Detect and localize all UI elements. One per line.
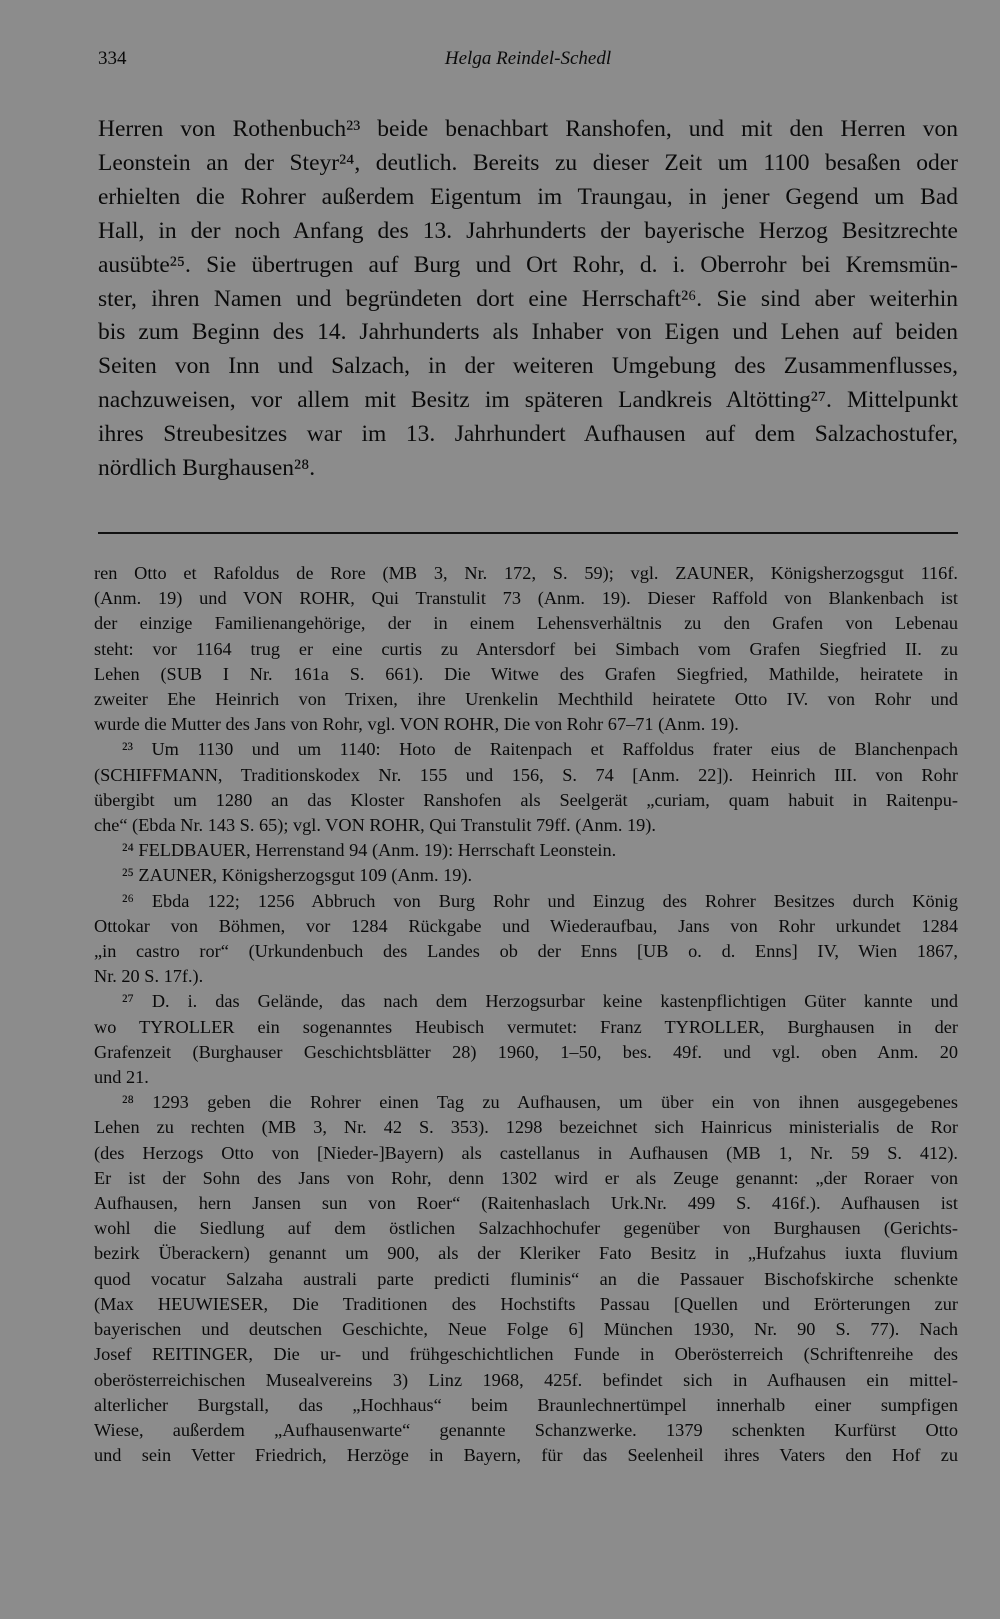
footnote-line: übergibt um 1280 an das Kloster Ranshofen als Seelgerät „curiam, quam habuit in Raitenpu- [94, 789, 958, 810]
footnote-separator [98, 532, 958, 534]
footnote-line: ²³ Um 1130 und um 1140: Hoto de Raitenpach et Raffoldus frater eius de Blanchenpach [122, 739, 958, 760]
running-head-author: Helga Reindel-Schedl [444, 48, 612, 69]
footnote-line: Wiese, außerdem „Aufhausenwarte“ genannte Schanzwerke. 1379 schenkten Kurfürst Otto [94, 1419, 958, 1440]
footnote-line: ²⁵ ZAUNER, Königsherzogsgut 109 (Anm. 19). [122, 865, 473, 886]
footnote-line: Josef REITINGER, Die ur- und frühgeschichtlichen Funde in Oberösterreich (Schriftenreihe des [94, 1344, 958, 1365]
main-text [98, 113, 958, 486]
footnote-line: wurde die Mutter des Jans von Rohr, vgl. VON ROHR, Die von Rohr 67–71 (Anm. 19). [94, 714, 739, 735]
page-number: 334 [98, 48, 127, 69]
footnote-line: bayerischen und deutschen Geschichte, Neue Folge 6] München 1930, Nr. 90 S. 77). Nach [94, 1319, 958, 1340]
footnote-line: Aufhausen, hern Jansen sun von Roer“ (Raitenhaslach Urk.Nr. 499 S. 416f.). Aufhausen ist [94, 1193, 958, 1214]
footnote-line: Grafenzeit (Burghauser Geschichtsblätter 28) 1960, 1–50, bes. 49f. und vgl. oben Anm. 20 [94, 1041, 958, 1062]
footnote-line: ²⁶ Ebda 122; 1256 Abbruch von Burg Rohr und Einzug des Rohrer Besitzes durch König [122, 890, 958, 911]
footnote-line: ²⁸ 1293 geben die Rohrer einen Tag zu Aufhausen, um über ein von ihnen ausgegebenes [122, 1092, 958, 1113]
footnote-line: oberösterreichischen Musealvereins 3) Linz 1968, 425f. befindet sich in Aufhausen ein mittel- [94, 1369, 958, 1390]
main-line: bis zum Beginn des 14. Jahrhunderts als Inhaber von Eigen und Lehen auf beiden [98, 319, 958, 346]
footnote-line: steht: vor 1164 trug er eine curtis zu Antersdorf bei Simbach vom Grafen Siegfried II. zu [94, 638, 958, 659]
main-line: ster, ihren Namen und begründeten dort eine Herrschaft²⁶. Sie sind aber weiterhin [98, 285, 958, 312]
footnote-line: (SCHIFFMANN, Traditionskodex Nr. 155 und 156, S. 74 [Anm. 22]). Heinrich III. von Rohr [94, 764, 958, 785]
footnote-line: wo TYROLLER ein sogenanntes Heubisch vermutet: Franz TYROLLER, Burghausen in der [94, 1016, 958, 1037]
main-line: erhielten die Rohrer außerdem Eigentum im Traungau, in jener Gegend um Bad [98, 183, 958, 210]
footnote-line: ²⁷ D. i. das Gelände, das nach dem Herzogsurbar keine kastenpflichtigen Güter kannte und [122, 991, 958, 1012]
footnote-line: ren Otto et Rafoldus de Rore (MB 3, Nr. 172, S. 59); vgl. ZAUNER, Königsherzogsgut 116f. [94, 563, 958, 583]
main-line: Hall, in der noch Anfang des 13. Jahrhunderts der bayerische Herzog Besitzrechte [98, 217, 958, 244]
footnote-line: (Max HEUWIESER, Die Traditionen des Hochstifts Passau [Quellen und Erörterungen zur [94, 1293, 958, 1314]
footnote-line: alterlicher Burgstall, das „Hochhaus“ beim Braunlechnertümpel innerhalb einer sumpfigen [94, 1394, 958, 1415]
footnote-line: bezirk Überackern) genannt um 900, als der Kleriker Fato Besitz in „Hufzahus iuxta fluvium [94, 1243, 958, 1264]
main-line: Seiten von Inn und Salzach, in der weiteren Umgebung des Zusammenflusses, [98, 353, 958, 380]
footnote-line: und sein Vetter Friedrich, Herzöge in Bayern, für das Seelenheil ihres Vaters den Hof zu [94, 1445, 958, 1466]
main-line: ausübte²⁵. Sie übertrugen auf Burg und Ort Rohr, d. i. Oberrohr bei Kremsmün- [98, 251, 958, 278]
footnotes [94, 561, 958, 1468]
footnote-line: wohl die Siedlung auf dem östlichen Salzachhochufer gegenüber von Burghausen (Gerichts- [94, 1218, 958, 1239]
footnote-line: ²⁴ FELDBAUER, Herrenstand 94 (Anm. 19): Herrschaft Leonstein. [122, 840, 617, 861]
footnote-line: Nr. 20 S. 17f.). [94, 966, 204, 987]
footnote-line: und 21. [94, 1067, 149, 1088]
footnote-line: Ottokar von Böhmen, vor 1284 Rückgabe und Wiederaufbau, Jans von Rohr urkundet 1284 [94, 915, 958, 936]
footnote-line: (des Herzogs Otto von [Nieder-]Bayern) als castellanus in Aufhausen (MB 1, Nr. 59 S. 412). [94, 1142, 958, 1163]
footnote-line: Lehen (SUB I Nr. 161a S. 661). Die Witwe des Grafen Siegfried, Mathilde, heiratete in [94, 663, 958, 684]
footnote-line: Lehen zu rechten (MB 3, Nr. 42 S. 353). 1298 bezeichnet sich Hainricus ministerialis de Ror [94, 1117, 958, 1138]
running-head [98, 48, 958, 78]
main-line: ihres Streubesitzes war im 13. Jahrhundert Aufhausen auf dem Salzachostufer, [98, 421, 958, 448]
main-line: nachzuweisen, vor allem mit Besitz im späteren Landkreis Altötting²⁷. Mittelpunkt [98, 387, 958, 414]
footnote-line: che“ (Ebda Nr. 143 S. 65); vgl. VON ROHR, Qui Transtulit 79ff. (Anm. 19). [94, 815, 656, 836]
main-line: nördlich Burghausen²⁸. [98, 455, 316, 482]
main-line: Herren von Rothenbuch²³ beide benachbart Ranshofen, und mit den Herren von [98, 116, 958, 142]
footnote-line: quod vocatur Salzaha australi parte predicti fluminis“ an die Passauer Bischofskirche schenkte [94, 1268, 958, 1289]
footnote-line: Er ist der Sohn des Jans von Rohr, denn 1302 wird er als Zeuge genannt: „der Roraer von [94, 1167, 958, 1188]
footnote-line: „in castro ror“ (Urkundenbuch des Landes ob der Enns [UB o. d. Enns] IV, Wien 1867, [94, 941, 958, 962]
footnote-line: (Anm. 19) und VON ROHR, Qui Transtulit 73 (Anm. 19). Dieser Raffold von Blankenbach ist [94, 588, 958, 609]
footnote-line: der einzige Familienangehörige, der in einem Lehensverhältnis zu den Grafen von Lebenau [94, 613, 958, 634]
footnote-line: zweiter Ehe Heinrich von Trixen, ihre Urenkelin Mechthild heiratete Otto IV. von Rohr und [94, 689, 958, 710]
main-line: Leonstein an der Steyr²⁴, deutlich. Bereits zu dieser Zeit um 1100 besaßen oder [98, 149, 958, 176]
